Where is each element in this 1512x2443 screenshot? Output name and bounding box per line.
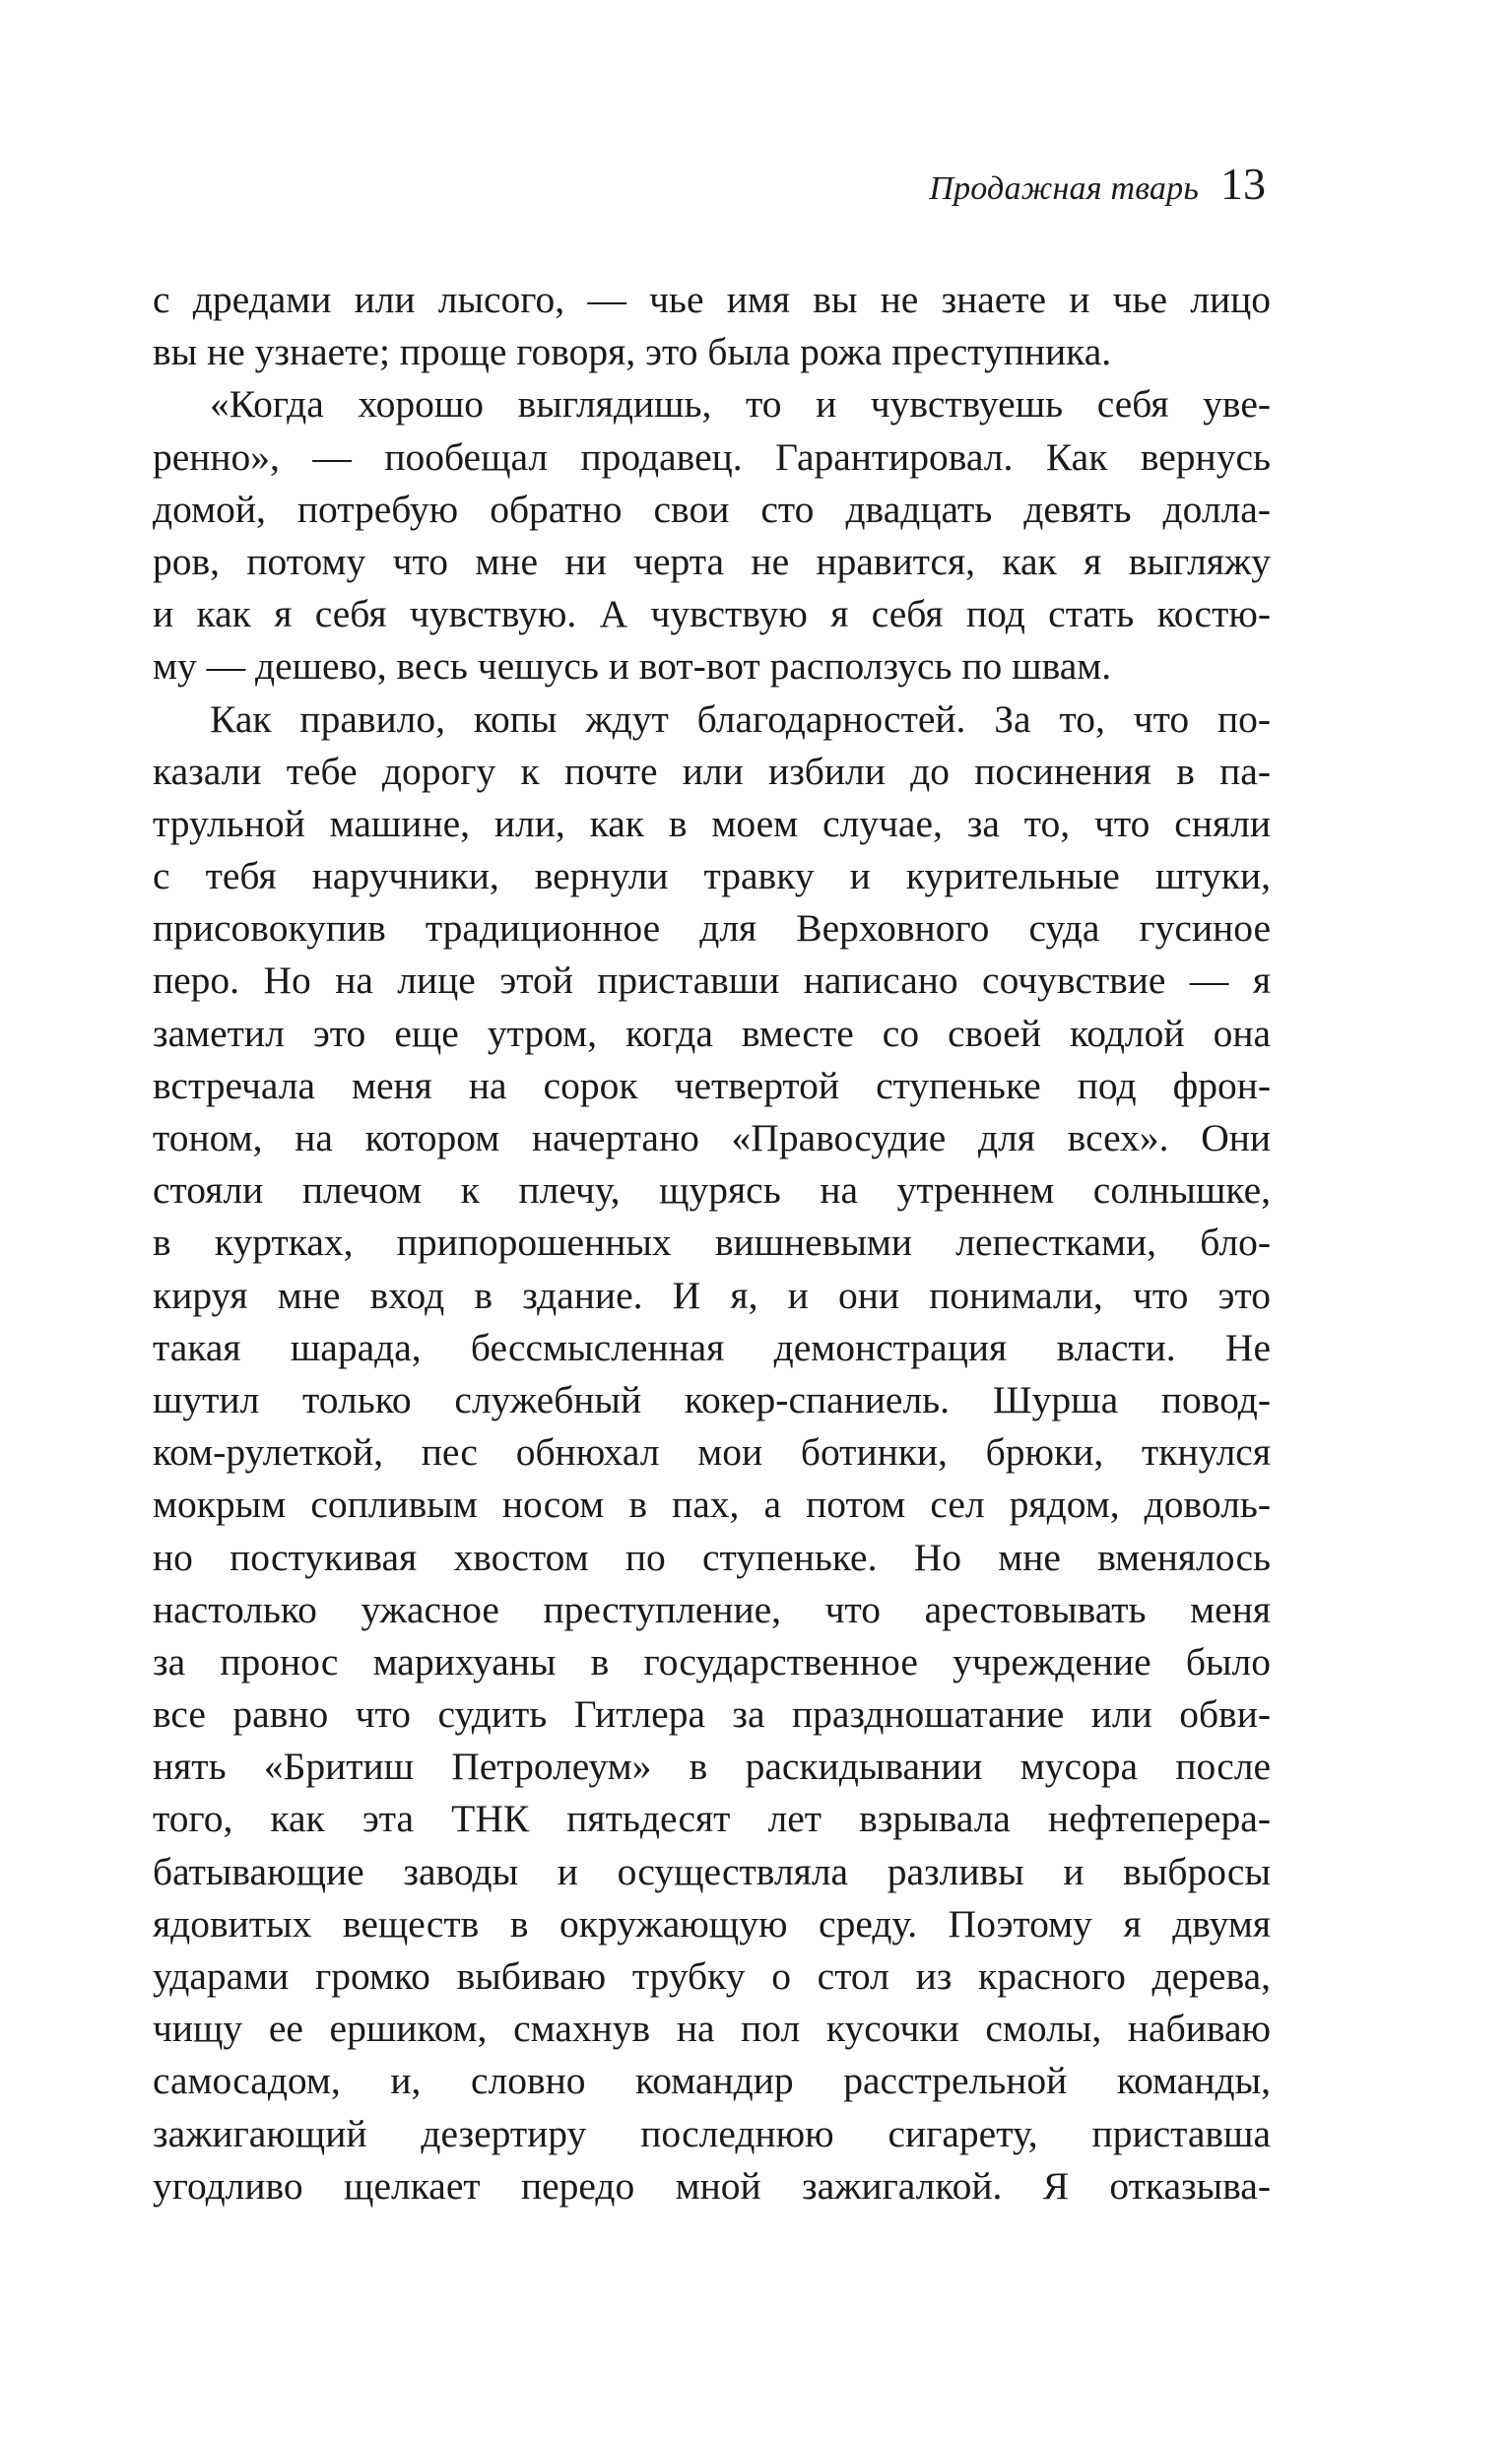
- text-line: вы не узнаете; проще говоря, это была рожа преступника.: [153, 330, 1112, 374]
- text-line: домой, потребую обратно свои сто двадцать девять долла-: [153, 487, 1271, 531]
- text-line: мокрым сопливым носом в пах, а потом сел рядом, доволь-: [153, 1483, 1271, 1527]
- text-line: батывающие заводы и осуществляла разливы и выбросы: [153, 1849, 1271, 1893]
- text-line: такая шарада, бессмысленная демонстрация власти. Не: [153, 1325, 1271, 1369]
- text-line: перо. Но на лице этой приставши написано сочувствие — я: [153, 958, 1271, 1003]
- text-line: Как правило, копы ждут благодарностей. За то, что по-: [210, 696, 1271, 741]
- text-line: стояли плечом к плечу, щурясь на утреннем солнышке,: [153, 1168, 1271, 1213]
- text-line: чищу ее ершиком, смахнув на пол кусочки смолы, набиваю: [153, 2007, 1271, 2051]
- text-line: самосадом, и, словно командир расстрельной команды,: [153, 2059, 1271, 2103]
- text-line: зажигающий дезертиру последнюю сигарету, приставша: [153, 2111, 1271, 2155]
- text-line: «Когда хорошо выглядишь, то и чувствуешь себя уве-: [210, 382, 1271, 427]
- text-line: с тебя наручники, вернули травку и курительные штуки,: [153, 854, 1271, 898]
- text-line: с дредами или лысого, — чье имя вы не знаете и чье лицо: [153, 278, 1271, 321]
- text-line: нять «Бритиш Петролеум» в раскидывании мусора после: [153, 1745, 1271, 1789]
- running-head: [929, 158, 1266, 210]
- text-line: трульной машине, или, как в моем случае, за то, что сняли: [153, 801, 1271, 845]
- text-line: ком-рулеткой, пес обнюхал мои ботинки, брюки, ткнулся: [153, 1430, 1271, 1475]
- text-line: но постукивая хвостом по ступеньке. Но мне вменялось: [153, 1535, 1271, 1579]
- text-line: за пронос марихуаны в государственное учреждение было: [153, 1639, 1271, 1684]
- text-line: му — дешево, весь чешусь и вот-вот расползусь по швам.: [153, 644, 1112, 689]
- text-line: кируя мне вход в здание. И я, и они понимали, что это: [153, 1273, 1271, 1317]
- text-line: шутил только служебный кокер-спаниель. Шурша повод-: [153, 1377, 1271, 1421]
- text-line: ров, потому что мне ни черта не нравится, как я выгляжу: [153, 539, 1271, 583]
- text-line: того, как эта ТНК пятьдесят лет взрывала нефтеперера-: [153, 1797, 1271, 1841]
- text-line: присовокупив традиционное для Верховного суда гусиное: [153, 906, 1271, 951]
- text-line: угодливо щелкает передо мной зажигалкой. Я отказыва-: [153, 2163, 1271, 2208]
- text-line: ядовитых веществ в окружающую среду. Поэтому я двумя: [153, 1901, 1271, 1946]
- text-line: ударами громко выбиваю трубку о стол из красного дерева,: [153, 1954, 1271, 1998]
- text-line: заметил это еще утром, когда вместе со своей кодлой она: [153, 1011, 1271, 1055]
- text-line: и как я себя чувствую. А чувствую я себя под стать костю-: [153, 592, 1271, 636]
- text-line: тоном, на котором начертано «Правосудие для всех». Они: [153, 1116, 1271, 1159]
- text-line: казали тебе дорогу к почте или избили до посинения в па-: [153, 749, 1271, 793]
- body-text: [153, 274, 1271, 2212]
- text-line: все равно что судить Гитлера за праздношатание или обви-: [153, 1692, 1271, 1737]
- text-line: встречала меня на сорок четвертой ступеньке под фрон-: [153, 1063, 1271, 1107]
- text-line: настолько ужасное преступление, что арестовывать меня: [153, 1587, 1271, 1631]
- page-number: 13: [1220, 159, 1266, 209]
- running-title: Продажная тварь: [929, 170, 1199, 207]
- text-line: ренно», — пообещал продавец. Гарантировал. Как вернусь: [153, 434, 1271, 479]
- text-line: в куртках, припорошенных вишневыми лепестками, бло-: [153, 1221, 1271, 1265]
